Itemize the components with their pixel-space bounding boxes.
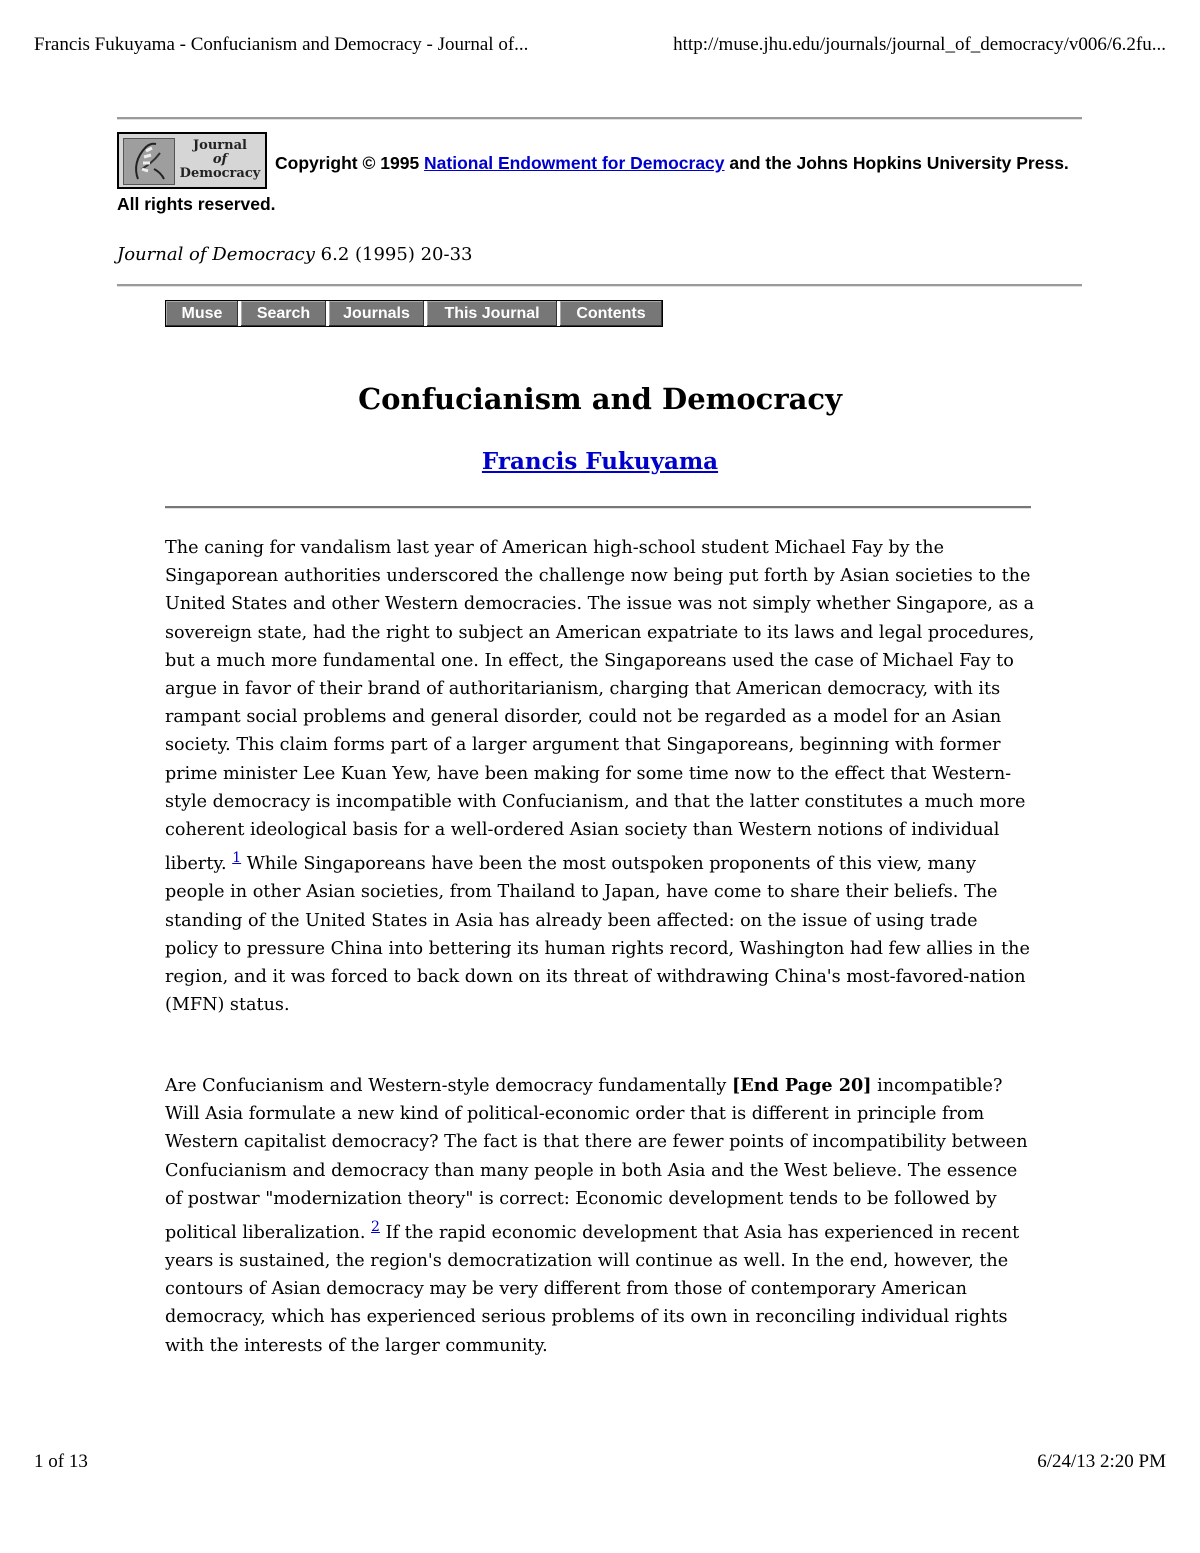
- header-divider: [117, 284, 1082, 287]
- page-counter: 1 of 13: [34, 1451, 88, 1472]
- article-paragraph: Are Confucianism and Western-style democracy fundamentally [End Page 20] incompatible? Will Asia formulate a new kind of political-economic order that is different in principle from Western capitalist democracy? The fact is that there are fewer points of incompatibility between Confucianism and democracy than many people in both Asia and the West believe. The essence of postwar "modernization theory" is correct: Economic development tends to be followed by political liberalization. $^2$ If the rapid economic development that Asia has experienced in recent years is sustained, the region's democratization will continue as well. In the end, however, the contours of Asian democracy may be very different from those of contemporary American democracy, which has experienced serious problems of its own in reconciling individual rights with the interests of the larger community.: [165, 1075, 1028, 1356]
- copyright-notice: Copyright © 1995 National Endowment for Democracy and the Johns Hopkins University Press. All rights reserved.: [117, 153, 1069, 214]
- end-page-marker: [End Page 20]: [731, 1075, 872, 1096]
- top-divider: [117, 117, 1082, 120]
- print-footer: [34, 1451, 1166, 1481]
- title-divider: [165, 506, 1031, 509]
- print-header: [34, 34, 1166, 64]
- article-paragraph: The caning for vandalism last year of American high-school student Michael Fay by the Singaporean authorities underscored the challenge now being put forth by Asian societies to the United States and other Western democracies. The issue was not simply whether Singapore, as a sovereign state, had the right to subject an American expatriate to its laws and legal procedures, but a much more fundamental one. In effect, the Singaporeans used the case of Michael Fay to argue in favor of their brand of authoritarianism, charging that American democracy, with its rampant social problems and general disorder, could not be regarded as a model for an Asian society. This claim forms part of a larger argument that Singaporeans, beginning with former prime minister Lee Kuan Yew, have been making for some time now to the effect that Western-style democracy is incompatible with Confucianism, and that the latter constitutes a much more coherent ideological basis for a well-ordered Asian society than Western notions of individual liberty. $^1$ While Singaporeans have been the most outspoken proponents of this view, many people in other Asian societies, from Thailand to Japan, have come to share their beliefs. The standing of the United States in Asia has already been affected: on the issue of using trade policy to pressure China into bettering its human rights record, Washington had few allies in the region, and it was forced to back down on its threat of withdrawing China's most-favored-nation (MFN) status.: [165, 538, 1035, 1016]
- print-page-title: Francis Fukuyama - Confucianism and Democracy - Journal of...: [34, 34, 529, 55]
- footnote-link[interactable]: 1: [232, 850, 242, 867]
- nav-journals-button[interactable]: Journals: [329, 301, 427, 326]
- footnote-link[interactable]: 2: [371, 1219, 380, 1236]
- journal-citation: Journal of Democracy 6.2 (1995) 20-33: [117, 244, 473, 265]
- nav-this-journal-button[interactable]: This Journal: [427, 301, 560, 326]
- ned-link[interactable]: National Endowment for Democracy: [424, 153, 725, 173]
- nav-muse-button[interactable]: Muse: [166, 301, 241, 326]
- nav-search-button[interactable]: Search: [241, 301, 329, 326]
- article-author: [0, 448, 1200, 475]
- print-page-url: http://muse.jhu.edu/journals/journal_of_democracy/v006/6.2fu...: [673, 34, 1166, 55]
- print-timestamp: 6/24/13 2:20 PM: [1037, 1451, 1166, 1472]
- logo-wordmark: Journal of Democracy: [179, 138, 261, 181]
- author-link[interactable]: Francis Fukuyama: [481, 448, 719, 475]
- article-title: Confucianism and Democracy: [358, 382, 842, 416]
- nav-contents-button[interactable]: Contents: [560, 301, 662, 326]
- nav-bar: [165, 300, 663, 327]
